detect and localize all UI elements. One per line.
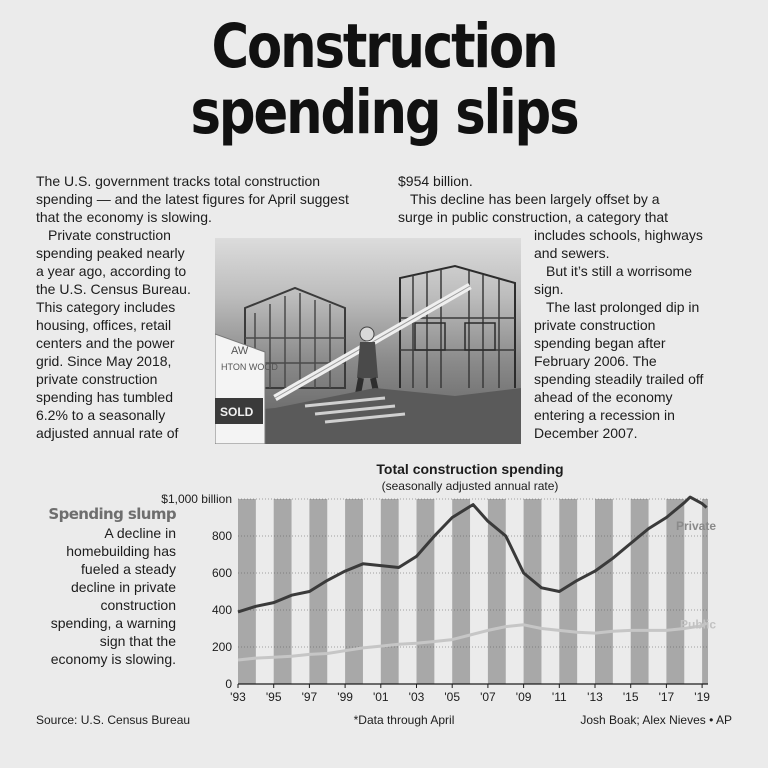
year-band xyxy=(452,499,470,684)
year-band xyxy=(524,499,542,684)
text-line: housing, offices, retail xyxy=(36,317,172,333)
text-line: fueled a steady xyxy=(81,561,176,577)
text-line: spending, a warning xyxy=(50,615,176,631)
text-line: private construction xyxy=(36,371,158,387)
series-label-private: Private xyxy=(675,519,716,533)
text-line: entering a recession in xyxy=(534,407,675,423)
x-tick-label: '03 xyxy=(408,690,425,704)
x-tick-label: '01 xyxy=(372,690,389,704)
footer-credit: Josh Boak; Alex Nieves • AP xyxy=(580,713,732,727)
y-tick-label: 600 xyxy=(211,566,232,580)
sign-brand-text: HTON WOOD xyxy=(221,362,278,372)
footer-source: Source: U.S. Census Bureau xyxy=(36,713,191,727)
text-line: A decline in xyxy=(104,525,176,541)
y-tick-label: 800 xyxy=(211,529,232,543)
text-line: spending steadily trailed off xyxy=(534,371,704,387)
y-tick-label: 400 xyxy=(211,603,232,617)
year-band xyxy=(417,499,435,684)
x-tick-label: '95 xyxy=(265,690,282,704)
text-line: and sewers. xyxy=(534,245,610,261)
text-line: surge in public construction, a category that xyxy=(398,209,669,225)
y-tick-label: $1,000 billion xyxy=(161,492,232,506)
text-line: spending peaked nearly xyxy=(36,245,185,261)
sold-sign-text: SOLD xyxy=(220,405,254,419)
text-line: Private construction xyxy=(48,227,171,243)
x-tick-label: '07 xyxy=(480,690,496,704)
text-line: $954 billion. xyxy=(398,173,473,189)
x-tick-label: '13 xyxy=(587,690,603,704)
text-line: grid. Since May 2018, xyxy=(36,353,172,369)
text-line: sign that the xyxy=(99,633,176,649)
x-tick-label: '97 xyxy=(301,690,318,704)
text-line: The last prolonged dip in xyxy=(546,299,700,315)
x-tick-label: '09 xyxy=(515,690,532,704)
text-line: private construction xyxy=(534,317,656,333)
text-line: the U.S. Census Bureau. xyxy=(36,281,191,297)
x-tick-label: '17 xyxy=(658,690,675,704)
text-line: sign. xyxy=(534,281,564,297)
sidebar-title: Spending slump xyxy=(48,505,176,523)
x-tick-label: '93 xyxy=(230,690,246,704)
text-line: adjusted annual rate of xyxy=(36,425,179,441)
article-intro-paragraph: The U.S. government tracks total construction spending — and the latest figures for April suggest that the economy is slowing. xyxy=(36,173,349,225)
text-line: This decline has been largely offset by a xyxy=(410,191,660,207)
text-line: spending has tumbled xyxy=(36,389,173,405)
text-line: construction xyxy=(100,597,176,613)
year-band xyxy=(345,499,363,684)
headline-line-2: spending slips xyxy=(190,77,578,148)
x-tick-label: '99 xyxy=(337,690,353,704)
text-line: 6.2% to a seasonally xyxy=(36,407,166,423)
sign-logo: AW xyxy=(231,345,249,357)
text-line: December 2007. xyxy=(534,425,638,441)
text-line: homebuilding has xyxy=(66,543,176,559)
x-tick-label: '05 xyxy=(444,690,461,704)
text-line: But it’s still a worrisome xyxy=(546,263,693,279)
text-line: ahead of the economy xyxy=(534,389,673,405)
x-tick-label: '19 xyxy=(694,690,710,704)
chart-subtitle: (seasonally adjusted annual rate) xyxy=(381,479,559,493)
text-line: decline in private xyxy=(70,579,176,595)
y-tick-label: 200 xyxy=(211,640,232,654)
year-band xyxy=(381,499,399,684)
text-line: a year ago, according to xyxy=(36,263,187,279)
footer-note: *Data through April xyxy=(353,713,455,727)
text-line: centers and the power xyxy=(36,335,175,351)
text-line: economy is slowing. xyxy=(50,651,176,667)
series-label-public: Public xyxy=(679,617,716,632)
chart-title: Total construction spending xyxy=(376,461,564,477)
year-band xyxy=(631,499,649,684)
text-line: spending began after xyxy=(534,335,666,351)
text-line: February 2006. The xyxy=(534,353,657,369)
x-tick-label: '15 xyxy=(622,690,639,704)
y-tick-label: 0 xyxy=(225,677,232,691)
text-line: includes schools, highways xyxy=(534,227,703,243)
text-line: This category includes xyxy=(36,299,176,315)
x-tick-label: '11 xyxy=(551,690,567,704)
headline-line-1: Construction xyxy=(211,11,557,82)
year-band xyxy=(238,499,256,684)
year-band xyxy=(595,499,613,684)
